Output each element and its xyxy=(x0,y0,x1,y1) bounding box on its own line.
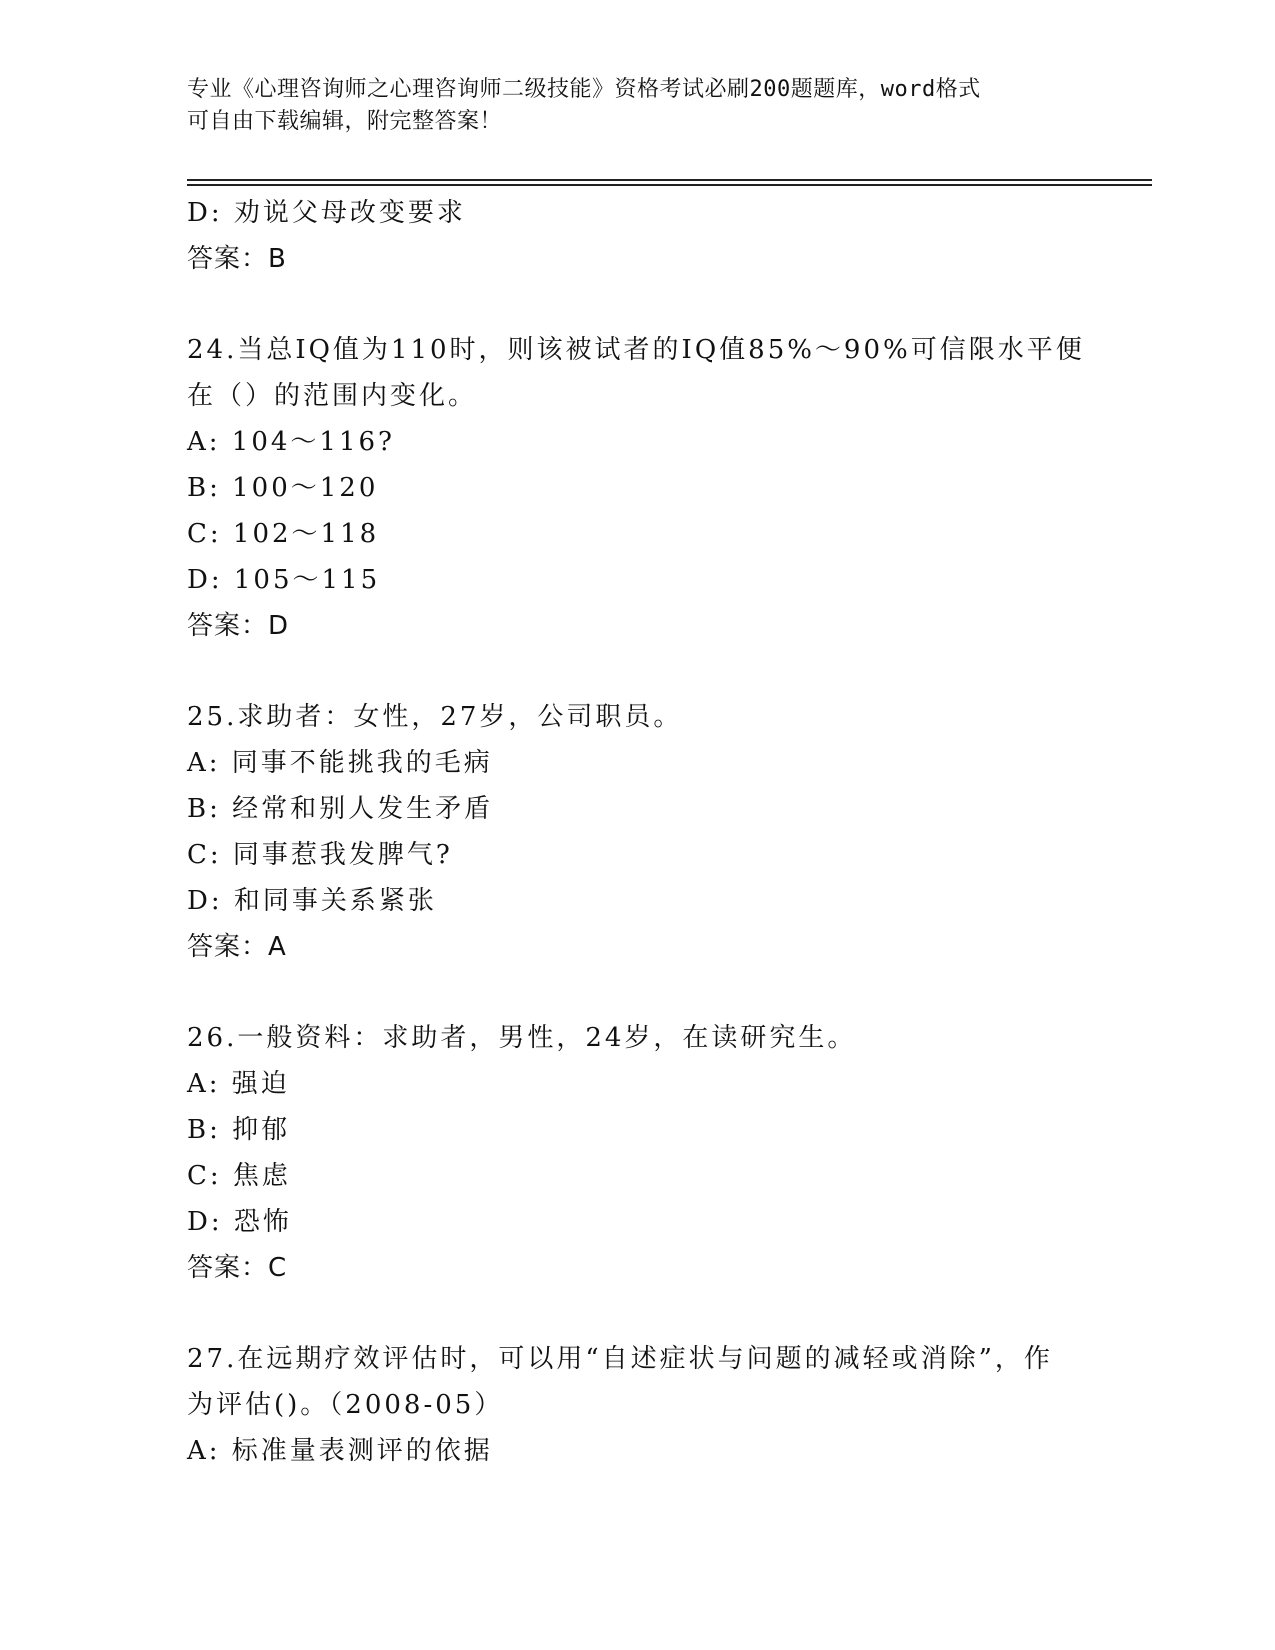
question-25-answer: 答案：A xyxy=(187,932,287,962)
question-25-option-d: D: 和同事关系紧张 xyxy=(187,886,437,916)
question-26-option-c: C: 焦虑 xyxy=(187,1161,291,1191)
question-26-answer: 答案：C xyxy=(187,1253,288,1283)
question-26-option-b: B: 抑郁 xyxy=(187,1115,291,1145)
question-26 xyxy=(187,1015,1147,1291)
prev-question-answer: 答案：B xyxy=(187,244,287,274)
question-27-stem-line-1: 27.在远期疗效评估时，可以用“自述症状与问题的减轻或消除”，作 xyxy=(187,1344,1053,1374)
header-divider-top xyxy=(187,179,1152,181)
question-24-option-b: B: 100～120 xyxy=(187,473,379,503)
header-title-line-1: 专业《心理咨询师之心理咨询师二级技能》资格考试必刷200题题库，word格式 xyxy=(187,77,981,102)
spacer xyxy=(187,649,1147,694)
question-24-option-a: A: 104～116? xyxy=(187,427,395,457)
question-27-option-a: A: 标准量表测评的依据 xyxy=(187,1436,493,1466)
question-27 xyxy=(187,1336,1147,1474)
question-25-stem-line-1: 25.求助者：女性，27岁，公司职员。 xyxy=(187,702,683,732)
question-25 xyxy=(187,694,1147,970)
spacer xyxy=(187,970,1147,1015)
question-content xyxy=(187,190,1147,1474)
question-24 xyxy=(187,327,1147,649)
question-24-stem-line-1: 24.当总IQ值为110时，则该被试者的IQ值85%～90%可信限水平便 xyxy=(187,335,1085,365)
header-divider-bottom xyxy=(187,184,1152,186)
page-header xyxy=(187,74,1067,138)
question-25-option-c: C: 同事惹我发脾气? xyxy=(187,840,453,870)
question-25-option-a: A: 同事不能挑我的毛病 xyxy=(187,748,493,778)
question-24-answer: 答案：D xyxy=(187,611,290,641)
spacer xyxy=(187,282,1147,327)
question-27-stem-line-2: 为评估()。（2008-05） xyxy=(187,1390,504,1420)
spacer xyxy=(187,1291,1147,1336)
question-26-option-d: D: 恐怖 xyxy=(187,1207,292,1237)
question-25-option-b: B: 经常和别人发生矛盾 xyxy=(187,794,494,824)
question-24-option-c: C: 102～118 xyxy=(187,519,380,549)
question-26-stem-line-1: 26.一般资料：求助者，男性，24岁，在读研究生。 xyxy=(187,1023,857,1053)
prev-question-option-d: D: 劝说父母改变要求 xyxy=(187,198,466,228)
question-26-option-a: A: 强迫 xyxy=(187,1069,290,1099)
header-title-line-2: 可自由下载编辑，附完整答案！ xyxy=(187,109,503,134)
question-24-stem-line-2: 在（）的范围内变化。 xyxy=(187,381,478,411)
question-24-option-d: D: 105～115 xyxy=(187,565,381,595)
